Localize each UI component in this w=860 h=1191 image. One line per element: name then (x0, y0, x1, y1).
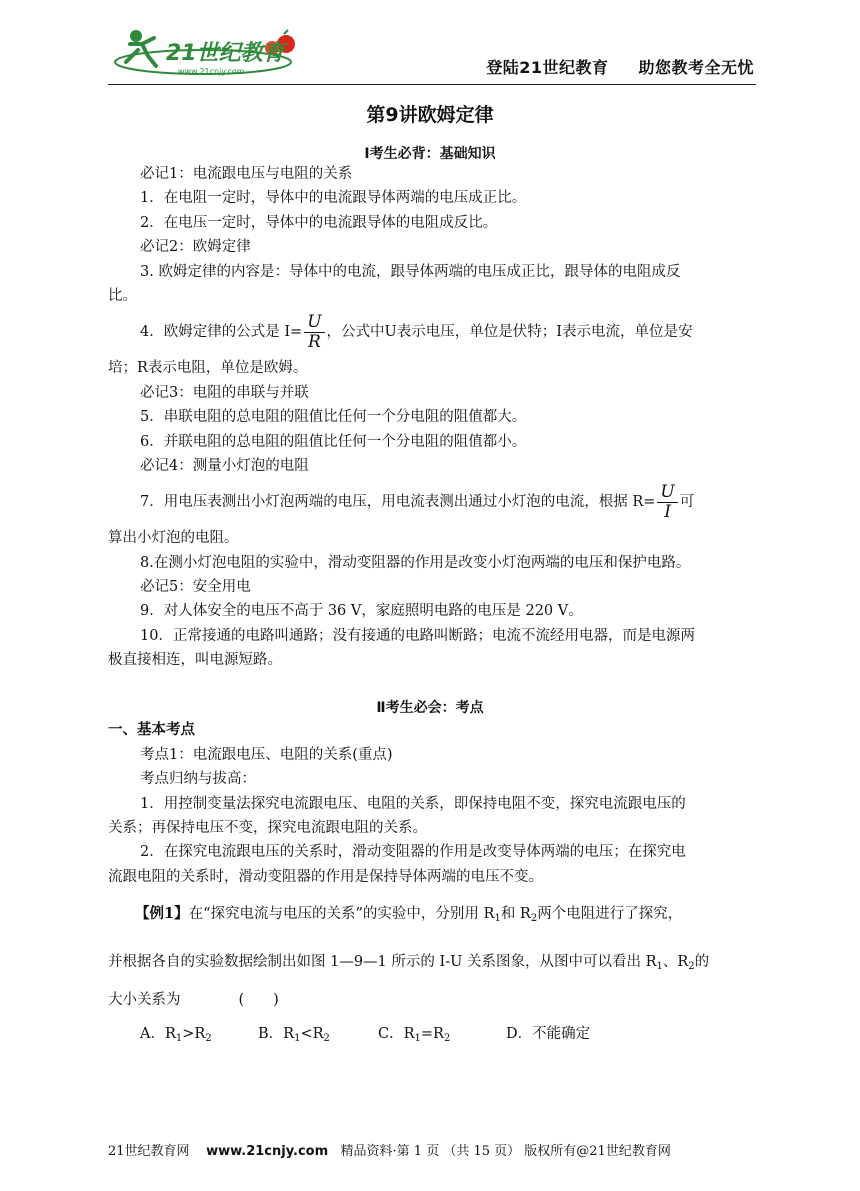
section-title-1: Ⅰ考生必背：基础知识 (364, 146, 496, 162)
example-1-line-3: 大小关系为 ( ) (108, 992, 279, 1008)
svg-text:www.21cnjy.com: www.21cnjy.com (178, 67, 245, 76)
summary-1: 1．用控制变量法探究电流跟电压、电阻的关系，即保持电阻不变，探究电流跟电压的 (140, 796, 686, 812)
point-4: 4．欧姆定律的公式是 I= $\frac{U}{R}$ ，公式中U表示电压，单位是伏特；I表示电流，单位是安 (140, 311, 693, 352)
example-1-line-1: 【例1】在“探究电流与电压的关系”的实验中，分别用 $R_1$和 $R_2$两个电阻进行了探究， (135, 905, 683, 924)
point-7-cont: 算出小灯泡的电阻。 (108, 530, 239, 546)
point-7: 7．用电压表测出小灯泡两端的电压，用电流表测出通过小灯泡的电流，根据 R= $\frac{U}{I}$ 可 (140, 481, 695, 522)
option-c[interactable]: C．$R_1=R_2$ (378, 1026, 451, 1044)
point-10-cont: 极直接相连，叫电源短路。 (108, 652, 282, 668)
memo-3: 必记3：电阻的串联与并联 (140, 385, 309, 401)
memo-5: 必记5：安全用电 (140, 579, 251, 595)
point-3: 3. 欧姆定律的内容是：导体中的电流，跟导体两端的电压成正比，跟导体的电阻成反 (140, 264, 681, 280)
point-3-cont: 比。 (108, 288, 137, 304)
page-footer: 21世纪教育网 www.21cnjy.com 精品资料·第 1 页 （共 15 页） 版权所有@21世纪教育网 (108, 1144, 671, 1159)
summary-2-cont: 流跟电阻的关系时，滑动变阻器的作用是保持导体两端的电压不变。 (108, 869, 543, 885)
exam-point-1: 考点1：电流跟电压、电阻的关系(重点) (140, 747, 393, 763)
resistance-formula: $\frac{U}{I}$ (657, 483, 677, 522)
basic-points-heading: 一、基本考点 (108, 722, 195, 738)
summary-2: 2．在探究电流跟电压的关系时，滑动变阻器的作用是改变导体两端的电压；在探究电 (140, 844, 686, 860)
section-title-2: Ⅱ考生必会：考点 (376, 700, 484, 716)
point-6: 6．并联电阻的总电阻的阻值比任何一个分电阻的阻值都小。 (140, 434, 527, 450)
point-10: 10．正常接通的电路叫通路；没有接通的电路叫断路；电流不流经用电器，而是电源两 (140, 628, 695, 644)
page-title: 第9讲欧姆定律 (366, 104, 494, 126)
memo-1: 必记1：电流跟电压与电阻的关系 (140, 166, 353, 182)
memo-2: 必记2：欧姆定律 (140, 239, 251, 255)
svg-text:21世纪教育: 21世纪教育 (166, 41, 285, 66)
point-1: 1．在电阻一定时，导体中的电流跟导体两端的电压成正比。 (140, 190, 527, 206)
point-8: 8.在测小灯泡电阻的实验中，滑动变阻器的作用是改变小灯泡两端的电压和保护电路。 (140, 555, 691, 571)
point-5: 5．串联电阻的总电阻的阻值比任何一个分电阻的阻值都大。 (140, 409, 527, 425)
ohm-formula: $\frac{U}{R}$ (304, 313, 324, 352)
point-2: 2．在电压一定时，导体中的电流跟导体的电阻成反比。 (140, 215, 498, 231)
point-9: 9．对人体安全的电压不高于 36 V，家庭照明电路的电压是 220 V。 (140, 603, 583, 619)
option-b[interactable]: B．$R_1<R_2$ (258, 1026, 330, 1044)
summary-1-cont: 关系；再保持电压不变，探究电流跟电阻的关系。 (108, 820, 427, 836)
page-header (108, 22, 756, 85)
example-1-line-2: 并根据各自的实验数据绘制出如图 1—9—1 所示的 I-U 关系图象，从图中可以看出 $R_1$、$R_2$的 (108, 954, 710, 972)
memo-4: 必记4：测量小灯泡的电阻 (140, 458, 309, 474)
option-a[interactable]: A．$R_1>R_2$ (140, 1026, 212, 1044)
logo-icon (108, 22, 308, 82)
exam-point-summary: 考点归纳与拔高： (140, 771, 256, 787)
footer-url[interactable]: www.21cnjy.com (206, 1144, 329, 1159)
point-4-cont: 培；R表示电阻，单位是欧姆。 (108, 360, 308, 376)
header-slogan: 登陆21世纪教育 助您教考全无忧 (486, 58, 754, 77)
option-d[interactable]: D．不能确定 (506, 1026, 591, 1042)
